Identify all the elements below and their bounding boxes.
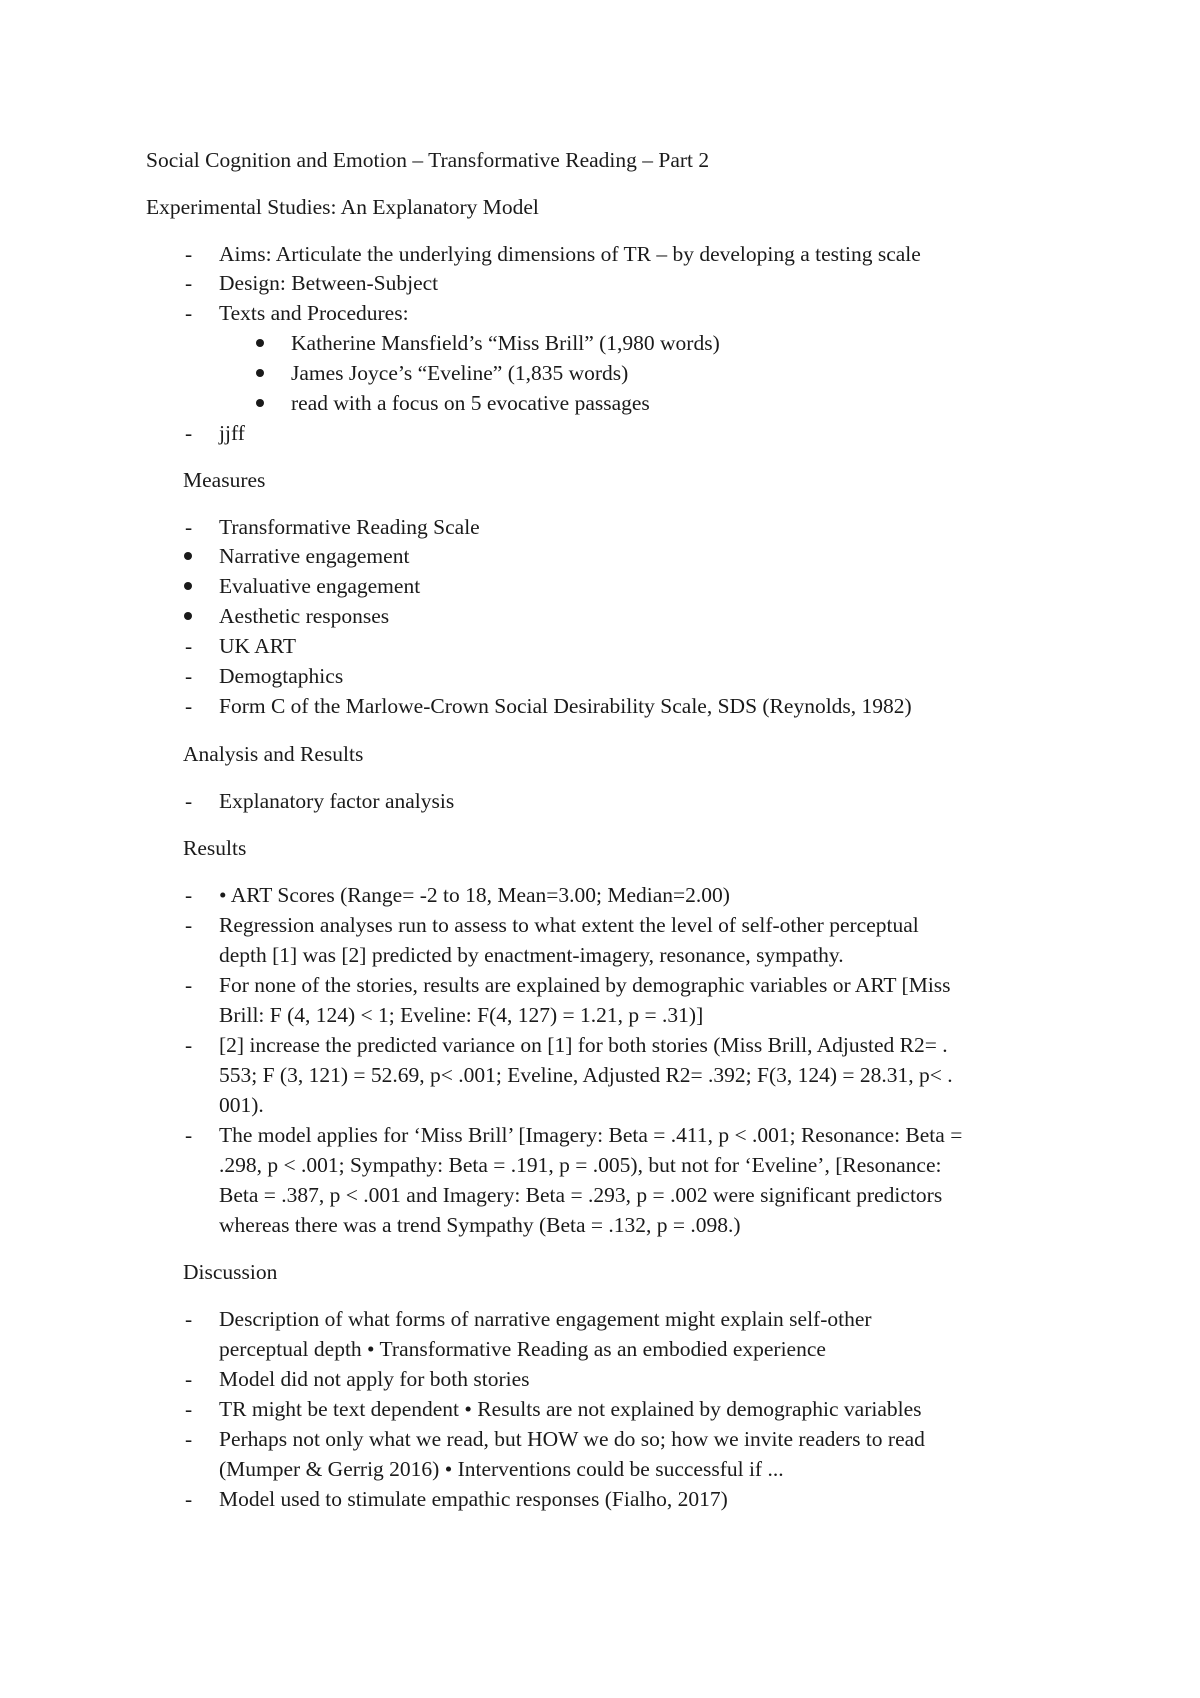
list-dash: - bbox=[185, 1427, 193, 1451]
list-dash: - bbox=[185, 883, 193, 907]
list-dash: - bbox=[185, 1123, 193, 1147]
results-line: For none of the stories, results are explained by demographic variables or ART [Miss bbox=[219, 973, 951, 997]
discussion-line: Model did not apply for both stories bbox=[219, 1367, 530, 1391]
sublist-item-eveline: James Joyce’s “Eveline” (1,835 words) bbox=[291, 361, 629, 385]
measure-item: Form C of the Marlowe-Crown Social Desirability Scale, SDS (Reynolds, 1982) bbox=[219, 694, 912, 718]
results-line: 001). bbox=[219, 1093, 264, 1117]
list-dash: - bbox=[185, 271, 193, 295]
results-line: The model applies for ‘Miss Brill’ [Imagery: Beta = .411, p < .001; Resonance: Beta = bbox=[219, 1123, 963, 1147]
document-title: Social Cognition and Emotion – Transformative Reading – Part 2 bbox=[146, 148, 710, 172]
list-dash: - bbox=[185, 1033, 193, 1057]
discussion-line: perceptual depth • Transformative Reading as an embodied experience bbox=[219, 1337, 826, 1361]
results-line: whereas there was a trend Sympathy (Beta = .132, p = .098.) bbox=[219, 1213, 741, 1237]
document-subtitle: Experimental Studies: An Explanatory Model bbox=[146, 195, 539, 219]
list-dash: - bbox=[185, 421, 193, 445]
list-dash: - bbox=[185, 694, 193, 718]
list-dash: - bbox=[185, 973, 193, 997]
sublist-item-miss-brill: Katherine Mansfield’s “Miss Brill” (1,980 words) bbox=[291, 331, 720, 355]
list-dash: - bbox=[185, 1307, 193, 1331]
heading-discussion: Discussion bbox=[183, 1260, 278, 1284]
bullet-dot bbox=[184, 552, 192, 560]
results-line: Brill: F (4, 124) < 1; Eveline: F(4, 127) = 1.21, p = .31)] bbox=[219, 1003, 704, 1027]
heading-measures: Measures bbox=[183, 468, 266, 492]
results-line: Beta = .387, p < .001 and Imagery: Beta = .293, p = .002 were significant predictors bbox=[219, 1183, 943, 1207]
list-dash: - bbox=[185, 515, 193, 539]
discussion-line: Model used to stimulate empathic responses (Fialho, 2017) bbox=[219, 1487, 728, 1511]
results-line: 553; F (3, 121) = 52.69, p< .001; Eveline, Adjusted R2= .392; F(3, 124) = 28.31, p< . bbox=[219, 1063, 953, 1087]
list-dash: - bbox=[185, 913, 193, 937]
measure-item: UK ART bbox=[219, 634, 296, 658]
heading-analysis: Analysis and Results bbox=[183, 742, 364, 766]
discussion-line: TR might be text dependent • Results are not explained by demographic variables bbox=[219, 1397, 922, 1421]
heading-results: Results bbox=[183, 836, 247, 860]
results-line: .298, p < .001; Sympathy: Beta = .191, p = .005), but not for ‘Eveline’, [Resonance: bbox=[219, 1153, 942, 1177]
measure-item: Evaluative engagement bbox=[219, 574, 421, 598]
list-dash: - bbox=[185, 242, 193, 266]
list-dash: - bbox=[185, 664, 193, 688]
analysis-item: Explanatory factor analysis bbox=[219, 789, 455, 813]
bullet-dot bbox=[256, 339, 264, 347]
results-line: • ART Scores (Range= -2 to 18, Mean=3.00; Median=2.00) bbox=[219, 883, 730, 907]
list-dash: - bbox=[185, 1367, 193, 1391]
discussion-line: Description of what forms of narrative engagement might explain self-other bbox=[219, 1307, 872, 1331]
bullet-dot bbox=[184, 582, 192, 590]
results-line: Regression analyses run to assess to what extent the level of self-other perceptual bbox=[219, 913, 919, 937]
list-item-texts: Texts and Procedures: bbox=[219, 301, 409, 325]
list-dash: - bbox=[185, 789, 193, 813]
list-dash: - bbox=[185, 1487, 193, 1511]
measure-item: Transformative Reading Scale bbox=[219, 515, 480, 539]
list-dash: - bbox=[185, 634, 193, 658]
bullet-dot bbox=[184, 612, 192, 620]
measure-item: Demogtaphics bbox=[219, 664, 344, 688]
list-item-aims: Aims: Articulate the underlying dimensions of TR – by developing a testing scale bbox=[219, 242, 921, 266]
discussion-line: (Mumper & Gerrig 2016) • Interventions could be successful if ... bbox=[219, 1457, 784, 1481]
list-dash: - bbox=[185, 301, 193, 325]
list-item-jjff: jjff bbox=[219, 421, 245, 445]
sublist-item-passages: read with a focus on 5 evocative passages bbox=[291, 391, 650, 415]
bullet-dot bbox=[256, 369, 264, 377]
measure-item: Aesthetic responses bbox=[219, 604, 390, 628]
list-dash: - bbox=[185, 1397, 193, 1421]
discussion-line: Perhaps not only what we read, but HOW we do so; how we invite readers to read bbox=[219, 1427, 925, 1451]
results-line: depth [1] was [2] predicted by enactment-imagery, resonance, sympathy. bbox=[219, 943, 844, 967]
measure-item: Narrative engagement bbox=[219, 544, 410, 568]
results-line: [2] increase the predicted variance on [1] for both stories (Miss Brill, Adjusted R2= . bbox=[219, 1033, 948, 1057]
list-item-design: Design: Between-Subject bbox=[219, 271, 439, 295]
bullet-dot bbox=[256, 399, 264, 407]
